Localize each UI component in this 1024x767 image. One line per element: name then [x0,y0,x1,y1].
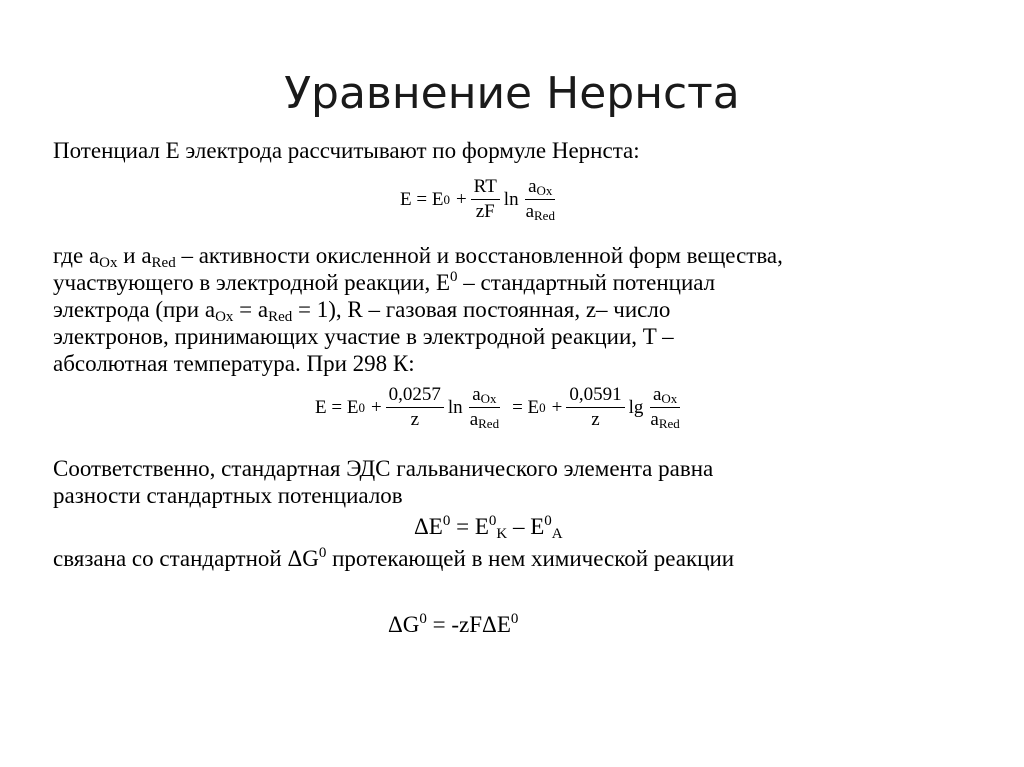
formula1-ln: ln [503,188,519,210]
where-line-2: участвующего в электродной реакции, $E^0$ – стандартный потенциал [53,269,716,295]
formula1-sub-red: Red [534,208,555,223]
slide-title: Уравнение Нернста [284,68,740,119]
formula2-fraction-1: $\frac{0,0257}{z}$ [386,384,444,431]
where-line-3: электрода (при $a_{Ox} = a_{Red} = 1$), R – газовая постоянная, z– число [53,297,671,325]
gibbs-formula: $\Delta G^0 = -zF\Delta E^0$ [388,611,519,637]
where-line-4: электронов, принимающих участие в электродной реакции, T – [53,324,674,349]
formula1-plus: + [455,188,467,210]
nernst-formula-298k: E = E 0 + $\frac{0,0257}{z}$ ln $\frac{a_{Ox}}{a_{Red}}$ = E 0 + $\frac{0,0591}{z}$ lg $\frac{a_{Ox}}{a_{Red}}$ [315,384,687,431]
formula1-a-red: a [525,201,535,222]
formula1-rt-num: RT [471,176,500,200]
where-line-1: где $a_{Ox}$ и $a_{Red}$ – активности окисленной и восстановленной форм вещества, [53,243,783,271]
emf-formula: $\Delta E^0 = E^0_K - E^0_A$ [414,513,563,542]
formula1-rt-den: zF [475,201,495,222]
intro-text: Потенциал Е электрода рассчитывают по формуле Нернста: [53,138,640,163]
formula2-activity-fraction-1: $\frac{a_{Ox}}{a_{Red}}$ [469,384,500,431]
accordingly-line-1: Соответственно, стандартная ЭДС гальванического элемента равна [53,456,714,481]
where-line-5: абсолютная температура. При 298 К: [53,351,415,376]
formula1-a-ox: a [528,176,537,197]
formula2-fraction-2: $\frac{0,0591}{z}$ [566,384,624,431]
formula1-sub-ox: Ox [536,183,553,198]
related-line: связана со стандартной $\Delta G^0$ протекающей в нем химической реакции [53,545,735,571]
formula1-lhs: E = E [400,188,444,210]
formula1-rt-fraction [471,176,500,223]
nernst-formula: E = E 0 + $\frac{RT}{zF}$ ln $\frac{a_{Ox}}{a_{Red}}$ [400,176,562,223]
accordingly-line-2: разности стандартных потенциалов [53,483,403,508]
formula1-activity-fraction [523,176,558,223]
formula2-activity-fraction-2: $\frac{a_{Ox}}{a_{Red}}$ [650,384,680,431]
